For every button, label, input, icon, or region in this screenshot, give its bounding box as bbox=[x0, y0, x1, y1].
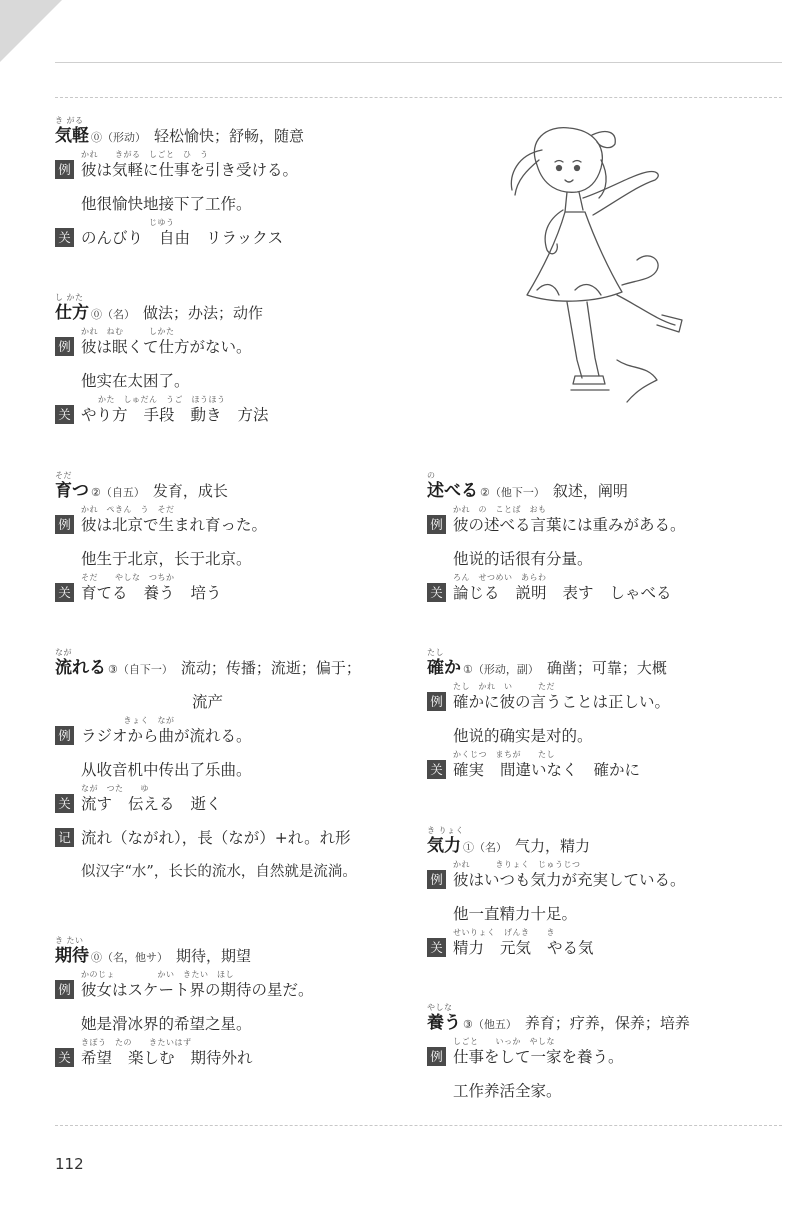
headword: 期待 bbox=[55, 946, 89, 966]
example-furigana: きょく なが bbox=[81, 716, 175, 725]
related-word: 論じる bbox=[453, 584, 500, 602]
related-word: しゃべる bbox=[609, 584, 672, 602]
header-rule bbox=[55, 62, 782, 63]
part-of-speech: ①（名） bbox=[463, 841, 507, 854]
related-word: 精力 bbox=[453, 939, 485, 957]
example-row bbox=[55, 718, 400, 752]
example-japanese: 彼は気軽に仕事を引き受ける。 bbox=[81, 161, 299, 179]
example-translation: 他很愉快地接下了工作。 bbox=[81, 195, 252, 213]
headword-meaning: 期待，期望 bbox=[176, 947, 252, 965]
entry-tashika bbox=[427, 650, 772, 786]
headword-meaning: 发育，成长 bbox=[152, 482, 228, 500]
related-row bbox=[427, 930, 772, 964]
example-furigana: かれ の ことば おも bbox=[453, 505, 547, 514]
part-of-speech: ②（他下一） bbox=[480, 486, 545, 499]
related-word: やる気 bbox=[547, 939, 594, 957]
related-word: 手段 bbox=[143, 406, 175, 424]
headword-meaning: 气力，精力 bbox=[515, 837, 591, 855]
related-row bbox=[427, 575, 772, 609]
related-word: 逝く bbox=[190, 795, 222, 813]
headword: 流れる bbox=[55, 658, 106, 678]
related-word: 育てる bbox=[81, 584, 128, 602]
headword: 確か bbox=[427, 658, 461, 678]
headword-meaning: 轻松愉快；舒畅，随意 bbox=[154, 127, 305, 145]
related-word: 養う bbox=[143, 584, 175, 602]
related-badge: 关 bbox=[55, 228, 74, 247]
headword: 気軽 bbox=[55, 126, 89, 146]
example-furigana: かれ きがる しごと ひ う bbox=[81, 150, 209, 159]
related-word: やり方 bbox=[81, 406, 128, 424]
related-furigana: なが つた ゆ bbox=[81, 784, 149, 793]
entry-kitai bbox=[55, 938, 400, 1074]
entry-headword-row bbox=[55, 650, 400, 684]
note-badge: 记 bbox=[55, 828, 74, 847]
part-of-speech: ②（自五） bbox=[91, 486, 145, 499]
example-furigana: たし かれ い ただ bbox=[453, 682, 555, 691]
entry-headword-row bbox=[427, 473, 772, 507]
related-word: 自由 bbox=[159, 229, 191, 247]
entry-yashinau bbox=[427, 1005, 772, 1107]
related-badge: 关 bbox=[55, 583, 74, 602]
headword: 育つ bbox=[55, 481, 89, 501]
part-of-speech: ③（他五） bbox=[463, 1018, 517, 1031]
headword-meaning: 确凿；可靠；大概 bbox=[546, 659, 667, 677]
headword-furigana: やしな bbox=[427, 1003, 453, 1012]
headword-furigana: たし bbox=[427, 648, 444, 657]
example-japanese: 仕事をして一家を養う。 bbox=[453, 1048, 624, 1066]
example-japanese: 彼の述べる言葉には重みがある。 bbox=[453, 516, 686, 534]
part-of-speech: ⓪（名，他サ） bbox=[91, 951, 168, 964]
headword-meaning-continued: 流产 bbox=[192, 693, 224, 711]
example-furigana: かれ ぺきん う そだ bbox=[81, 505, 175, 514]
top-dashed-rule bbox=[55, 97, 782, 98]
related-furigana: せいりょく げんき き bbox=[453, 928, 555, 937]
example-badge: 例 bbox=[427, 870, 446, 889]
example-badge: 例 bbox=[427, 1047, 446, 1066]
note-row bbox=[55, 820, 400, 854]
part-of-speech: ⓪（形动） bbox=[91, 131, 146, 144]
example-translation: 他实在太困了。 bbox=[81, 372, 190, 390]
related-word: のんびり bbox=[81, 229, 144, 247]
example-badge: 例 bbox=[55, 337, 74, 356]
example-translation: 他说的话很有分量。 bbox=[453, 550, 593, 568]
related-row bbox=[55, 397, 400, 431]
related-word: 確かに bbox=[593, 761, 641, 779]
example-translation: 他说的确实是对的。 bbox=[453, 727, 593, 745]
related-badge: 关 bbox=[55, 405, 74, 424]
related-row bbox=[427, 752, 772, 786]
entry-headword-row bbox=[55, 473, 400, 507]
related-word: 期待外れ bbox=[190, 1049, 253, 1067]
related-word: 動き bbox=[190, 406, 222, 424]
related-furigana: かた しゅだん うご ほうほう bbox=[81, 395, 226, 404]
example-badge: 例 bbox=[427, 515, 446, 534]
related-word: 方法 bbox=[237, 406, 269, 424]
related-furigana: そだ やしな つちか bbox=[81, 573, 175, 582]
example-translation: 他一直精力十足。 bbox=[453, 905, 578, 923]
entry-headword-row bbox=[427, 828, 772, 862]
example-row bbox=[427, 1039, 772, 1073]
example-translation: 工作养活全家。 bbox=[453, 1082, 562, 1100]
related-word: 説明 bbox=[515, 584, 547, 602]
example-row bbox=[427, 862, 772, 896]
related-furigana: かくじつ まちが たし bbox=[453, 750, 555, 759]
headword: 仕方 bbox=[55, 303, 89, 323]
example-row bbox=[55, 329, 400, 363]
entry-shikata bbox=[55, 295, 400, 431]
entry-headword-row bbox=[55, 118, 400, 152]
headword-meaning: 做法；办法；动作 bbox=[143, 304, 264, 322]
example-furigana: しごと いっか やしな bbox=[453, 1037, 555, 1046]
related-badge: 关 bbox=[427, 938, 446, 957]
example-row bbox=[427, 684, 772, 718]
page-corner-fold bbox=[0, 0, 62, 62]
note-text: 流れ（ながれ），長（なが）+れ。れ形 bbox=[81, 829, 351, 847]
example-row bbox=[55, 152, 400, 186]
entry-kiryoku bbox=[427, 828, 772, 964]
related-word: 希望 bbox=[81, 1049, 113, 1067]
headword-furigana: き りょく bbox=[427, 826, 465, 835]
related-word: 楽しむ bbox=[128, 1049, 175, 1067]
page-number: 112 bbox=[55, 1155, 84, 1173]
example-furigana: かのじょ かい きたい ほし bbox=[81, 970, 234, 979]
example-row bbox=[427, 507, 772, 541]
related-word: 培う bbox=[190, 584, 222, 602]
entry-headword-row bbox=[55, 295, 400, 329]
headword-furigana: き がる bbox=[55, 116, 84, 125]
example-japanese: 彼は北京で生まれ育った。 bbox=[81, 516, 268, 534]
entry-kigaru bbox=[55, 118, 400, 254]
example-japanese: 彼は眠くて仕方がない。 bbox=[81, 338, 252, 356]
example-furigana: かれ きりょく じゅうじつ bbox=[453, 860, 581, 869]
example-badge: 例 bbox=[55, 980, 74, 999]
headword-furigana: き たい bbox=[55, 936, 84, 945]
part-of-speech: ①（形动，副） bbox=[463, 663, 539, 676]
example-translation: 从收音机中传出了乐曲。 bbox=[81, 761, 252, 779]
example-row bbox=[55, 972, 400, 1006]
example-japanese: 彼はいつも気力が充実している。 bbox=[453, 871, 686, 889]
related-badge: 关 bbox=[427, 583, 446, 602]
example-translation: 她是滑冰界的希望之星。 bbox=[81, 1015, 252, 1033]
example-translation: 他生于北京，长于北京。 bbox=[81, 550, 252, 568]
part-of-speech: ⓪（名） bbox=[91, 308, 135, 321]
entry-sodatsu bbox=[55, 473, 400, 609]
related-word: 表す bbox=[562, 584, 594, 602]
headword: 気力 bbox=[427, 836, 461, 856]
related-row bbox=[55, 220, 400, 254]
related-word: 間違いなく bbox=[500, 761, 578, 779]
headword-furigana: そだ bbox=[55, 471, 72, 480]
related-row bbox=[55, 1040, 400, 1074]
related-row bbox=[55, 786, 400, 820]
example-furigana: かれ ねむ しかた bbox=[81, 327, 175, 336]
entry-headword-row bbox=[55, 938, 400, 972]
example-japanese: 確かに彼の言うことは正しい。 bbox=[453, 693, 671, 711]
entry-headword-row bbox=[427, 650, 772, 684]
related-word: 伝える bbox=[128, 795, 175, 813]
headword-furigana: の bbox=[427, 471, 436, 480]
related-furigana: じゆう bbox=[81, 218, 175, 227]
bottom-dashed-rule bbox=[55, 1125, 782, 1126]
example-row bbox=[55, 507, 400, 541]
headword-furigana: なが bbox=[55, 648, 72, 657]
related-badge: 关 bbox=[427, 760, 446, 779]
note-text-continued: 似汉字“水”，长长的流水，自然就是流淌。 bbox=[81, 864, 357, 880]
related-word: 確実 bbox=[453, 761, 485, 779]
headword: 養う bbox=[427, 1013, 461, 1033]
example-badge: 例 bbox=[55, 515, 74, 534]
headword-meaning: 流动；传播；流逝；偏于； bbox=[180, 659, 361, 677]
related-badge: 关 bbox=[55, 1048, 74, 1067]
headword-furigana: し かた bbox=[55, 293, 84, 302]
related-word: リラックス bbox=[206, 229, 284, 247]
headword: 述べる bbox=[427, 481, 478, 501]
entry-nagareru bbox=[55, 650, 400, 888]
example-japanese: 彼女はスケート界の期待の星だ。 bbox=[81, 981, 314, 999]
entry-headword-row bbox=[427, 1005, 772, 1039]
headword-meaning: 叙述，阐明 bbox=[552, 482, 628, 500]
example-badge: 例 bbox=[427, 692, 446, 711]
related-word: 流す bbox=[81, 795, 113, 813]
related-furigana: きぼう たの きたいはず bbox=[81, 1038, 192, 1047]
entry-noberu bbox=[427, 473, 772, 609]
part-of-speech: ③（自下一） bbox=[108, 663, 173, 676]
related-badge: 关 bbox=[55, 794, 74, 813]
example-japanese: ラジオから曲が流れる。 bbox=[81, 727, 252, 745]
related-word: 元気 bbox=[500, 939, 532, 957]
skater-girl-illustration bbox=[497, 120, 687, 415]
headword-meaning: 养育；疗养，保养；培养 bbox=[524, 1014, 690, 1032]
example-badge: 例 bbox=[55, 726, 74, 745]
example-badge: 例 bbox=[55, 160, 74, 179]
related-furigana: ろん せつめい あらわ bbox=[453, 573, 547, 582]
related-row bbox=[55, 575, 400, 609]
